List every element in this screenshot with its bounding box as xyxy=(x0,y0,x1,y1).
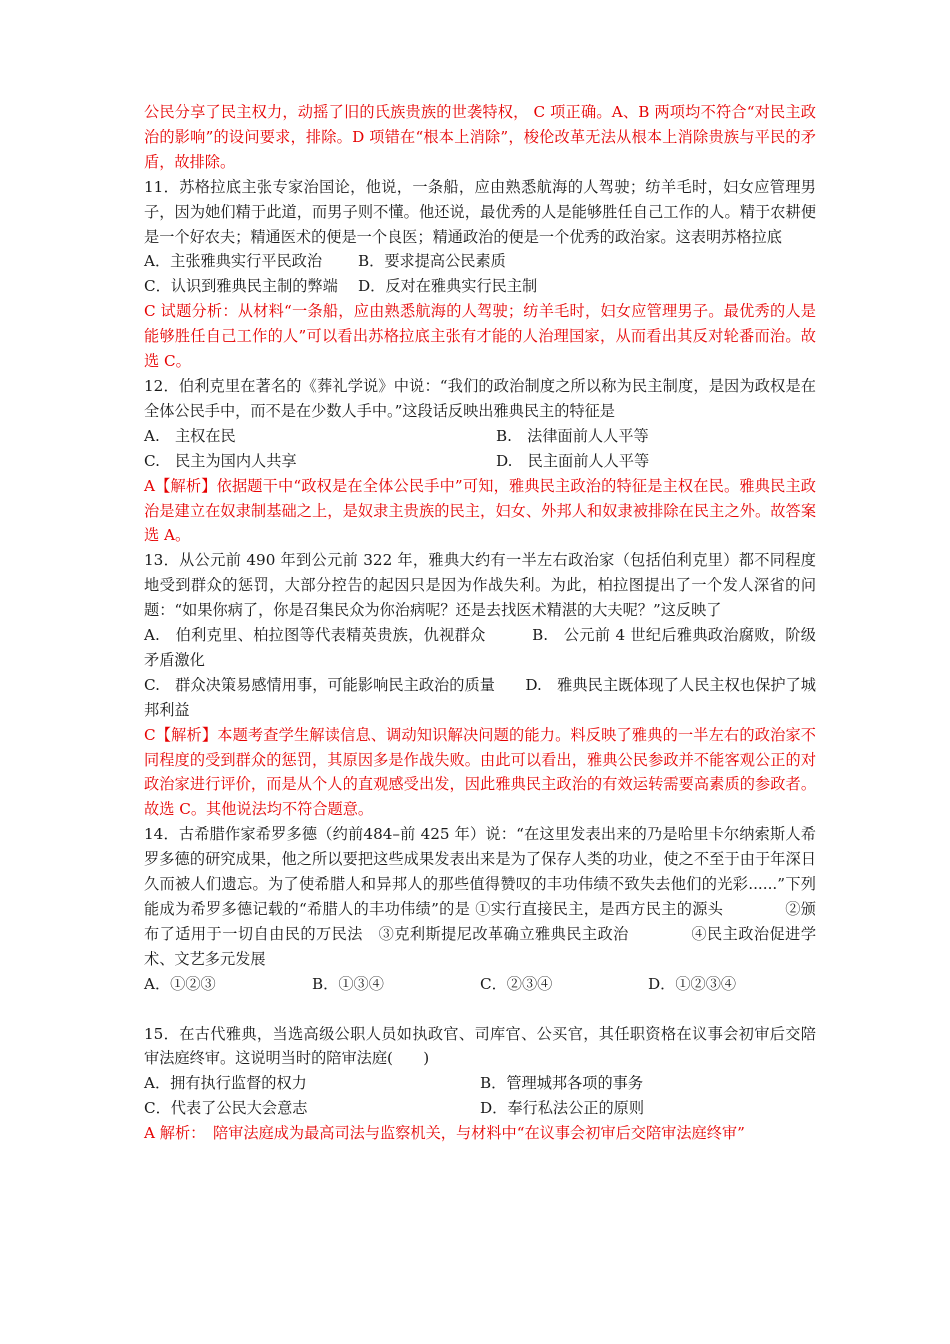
answer-analysis: C【解析】本题考查学生解读信息、调动知识解决问题的能力。料反映了雅典的一半左右的政治家不同程度的受到群众的惩罚，其原因多是作战失败。由此可以看出，雅典公民参政并不能客观公正的对政治家进行评价，而是从个人的直观感受出发，因此雅典民主政治的有效运转需要高素质的参政者。故选 C。其他说法均不符合题意。 xyxy=(144,725,816,819)
question-stem: 14．古希腊作家希罗多德（约前484–前 425 年）说：“在这里发表出来的乃是哈里卡尔纳索斯人希罗多德的研究成果，他之所以要把这些成果发表出来是为了保存人类的功业，使之不至于由于年深日久而被人们遗忘。为了使希腊人和异邦人的那些值得赞叹的丰功伟绩不致失去他们的光彩......”下列能成为希罗多德记载的“希腊人的丰功伟绩”的是 ①实行直接民主，是西方民主的源头 ②颁布了适用于一切自由民的万民法 ③克利斯提尼改革确立雅典民主政治 ④民主政治促进学术、文艺多元发展 xyxy=(144,825,816,968)
options-row xyxy=(144,1096,816,1121)
option-d: D．奉行私法公正的原则 xyxy=(480,1099,645,1118)
question-14 xyxy=(144,822,816,996)
options-row xyxy=(144,249,816,274)
option-a: A．主张雅典实行平民政治 xyxy=(144,252,323,271)
option-c: C．②③④ xyxy=(480,974,553,993)
answer-analysis: C 试题分析：从材料“一条船，应由熟悉航海的人驾驶；纺羊毛时，妇女应管理男子。最优秀的人是能够胜任自己工作的人”可以看出苏格拉底主张有才能的人治理国家，从而看出其反对轮番而治。故选 C。 xyxy=(144,302,816,371)
answer-analysis: A 解析： 陪审法庭成为最高司法与监察机关，与材料中“在议事会初审后交陪审法庭终审” xyxy=(144,1124,745,1143)
options-row xyxy=(144,1071,816,1096)
answer-text-q10-continued: 公民分享了民主权力，动摇了旧的氏族贵族的世袭特权， C 项正确。A、B 两项均不符合“对民主政治的影响”的设问要求，排除。D 项错在“根本上消除”，梭伦改革无法从根本上消除贵族与平民的矛盾，故排除。 xyxy=(144,103,816,171)
option-c: C. 民主为国内人共享 xyxy=(144,451,297,470)
options-row xyxy=(144,274,816,299)
option-a: A. 主权在民 xyxy=(144,426,236,445)
blank-line xyxy=(144,997,816,1022)
option-a: A．①②③ xyxy=(144,974,216,993)
option-c: C．代表了公民大会意志 xyxy=(144,1099,308,1118)
option-a: A．拥有执行监督的权力 xyxy=(144,1074,307,1093)
answer-analysis: A【解析】依据题干中“政权是在全体公民手中”可知，雅典民主政治的特征是主权在民。雅典民主政治是建立在奴隶制基础之上，是奴隶主贵族的民主，妇女、外邦人和奴隶被排除在民主之外。故答案选 A。 xyxy=(144,476,816,545)
question-15 xyxy=(144,1022,816,1147)
options-a-b: A. 伯利克里、柏拉图等代表精英贵族，仇视群众 B. 公元前 4 世纪后雅典政治腐败，阶级矛盾激化 xyxy=(144,626,816,669)
option-b: B. 法律面前人人平等 xyxy=(496,426,649,445)
option-d: D．反对在雅典实行民主制 xyxy=(358,277,538,296)
options-c-d: C. 群众决策易感情用事，可能影响民主政治的质量 D. 雅典民主既体现了人民主权也保护了城邦利益 xyxy=(144,675,816,719)
option-b: B．管理城邦各项的事务 xyxy=(480,1074,644,1093)
question-stem: 12．伯利克里在著名的《葬礼学说》中说：“我们的政治制度之所以称为民主制度，是因为政权是在全体公民手中，而不是在少数人手中。”这段话反映出雅典民主的特征是 xyxy=(144,376,816,420)
option-c: C．认识到雅典民主制的弊端 xyxy=(144,277,338,296)
question-stem: 13．从公元前 490 年到公元前 322 年，雅典大约有一半左右政治家（包括伯利克里）都不同程度地受到群众的惩罚，大部分控告的起因只是因为作战失利。为此，柏拉图提出了一个发人深省的问题：“如果你病了，你是召集民众为你治病呢？还是去找医术精湛的大夫呢？”这反映了 xyxy=(144,551,816,620)
question-12 xyxy=(144,374,816,548)
options-row xyxy=(144,424,816,449)
question-13 xyxy=(144,548,816,822)
options-row xyxy=(144,972,816,997)
document-body xyxy=(144,100,816,1146)
options-row xyxy=(144,449,816,474)
option-b: B．①③④ xyxy=(312,974,384,993)
question-stem: 11．苏格拉底主张专家治国论，他说，一条船，应由熟悉航海的人驾驶；纺羊毛时，妇女应管理男子，因为她们精于此道，而男子则不懂。他还说，最优秀的人是能够胜任自己工作的人。精于农耕便是一个好农夫；精通医术的便是一个良医；精通政治的便是一个优秀的政治家。这表明苏格拉底 xyxy=(144,177,816,246)
question-11 xyxy=(144,175,816,374)
option-b: B．要求提高公民素质 xyxy=(358,252,506,271)
option-d: D. 民主面前人人平等 xyxy=(496,451,650,470)
option-d: D．①②③④ xyxy=(648,974,737,993)
question-stem: 15．在古代雅典，当选高级公职人员如执政官、司库官、公买官，其任职资格在议事会初审后交陪审法庭终审。这说明当时的陪审法庭( ) xyxy=(144,1024,816,1068)
